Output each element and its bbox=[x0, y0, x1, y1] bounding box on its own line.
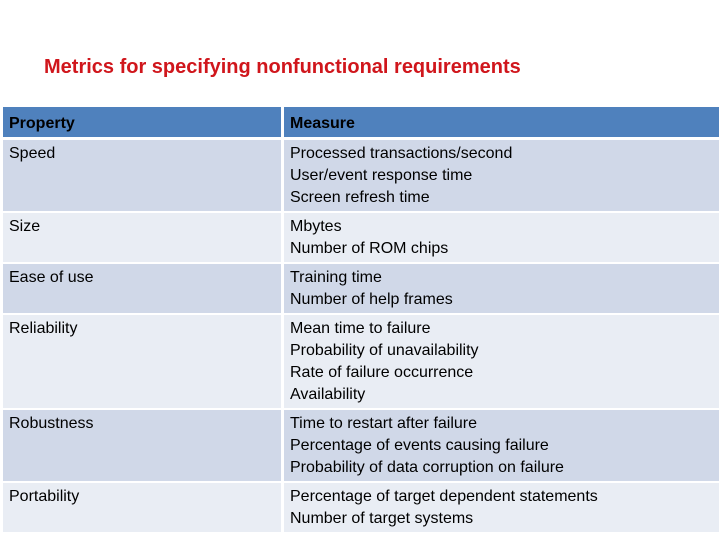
table-row-robustness bbox=[3, 410, 719, 483]
measure-cell bbox=[281, 140, 719, 213]
measure-item: Screen refresh time bbox=[290, 189, 430, 206]
table-row-speed bbox=[3, 140, 719, 213]
measure-cell bbox=[281, 410, 719, 483]
measure-item: Processed transactions/second bbox=[290, 145, 513, 162]
measure-cell bbox=[281, 315, 719, 410]
measure-item: Percentage of target dependent statements bbox=[290, 488, 598, 505]
property-cell: Ease of use bbox=[3, 264, 281, 315]
property-cell: Reliability bbox=[3, 315, 281, 410]
measure-item: Mean time to failure bbox=[290, 320, 431, 337]
property-cell: Speed bbox=[3, 140, 281, 213]
measure-item: Training time bbox=[290, 269, 382, 286]
slide-title: Metrics for specifying nonfunctional requirements bbox=[44, 56, 521, 78]
table-row-size bbox=[3, 213, 719, 264]
measure-item: Mbytes bbox=[290, 218, 342, 235]
table-row-ease-of-use bbox=[3, 264, 719, 315]
measure-item: Number of ROM chips bbox=[290, 240, 449, 257]
measure-item: Number of target systems bbox=[290, 510, 474, 527]
measure-item: Time to restart after failure bbox=[290, 415, 478, 432]
header-property: Property bbox=[3, 107, 281, 140]
property-cell: Size bbox=[3, 213, 281, 264]
header-measure: Measure bbox=[281, 107, 719, 140]
measure-cell bbox=[281, 213, 719, 264]
property-cell: Portability bbox=[3, 483, 281, 534]
measure-cell bbox=[281, 483, 719, 534]
table-header-row bbox=[3, 107, 719, 140]
measure-item: Availability bbox=[290, 386, 366, 403]
measure-item: Percentage of events causing failure bbox=[290, 437, 549, 454]
measure-item: Probability of data corruption on failure bbox=[290, 459, 564, 476]
measure-item: Rate of failure occurrence bbox=[290, 364, 474, 381]
property-cell: Robustness bbox=[3, 410, 281, 483]
measure-item: Number of help frames bbox=[290, 291, 453, 308]
measure-item: User/event response time bbox=[290, 167, 473, 184]
metrics-table bbox=[3, 107, 719, 534]
table-row-reliability bbox=[3, 315, 719, 410]
measure-item: Probability of unavailability bbox=[290, 342, 479, 359]
table-row-portability bbox=[3, 483, 719, 534]
measure-cell bbox=[281, 264, 719, 315]
